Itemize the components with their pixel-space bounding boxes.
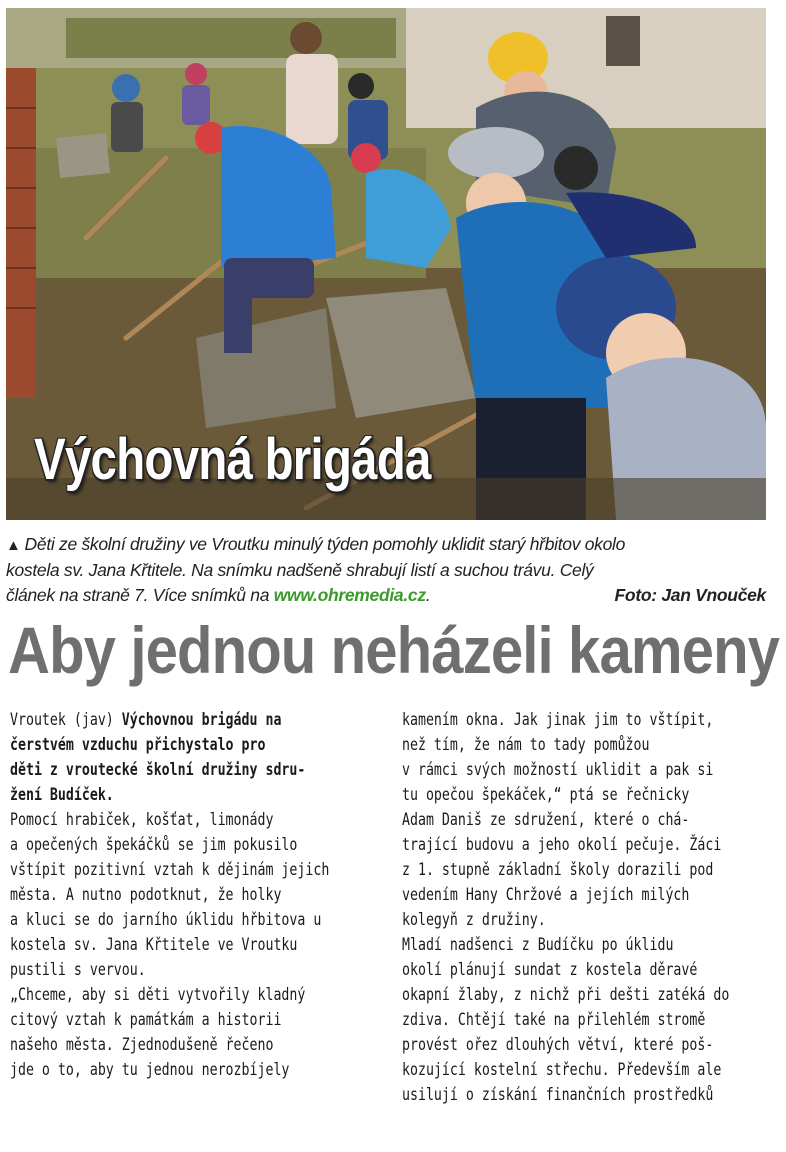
article-text: provést ořez dlouhých větví, které poš- <box>402 1035 714 1055</box>
article-line <box>402 983 774 1008</box>
article-text: a kluci se do jarního úklidu hřbitova u <box>10 910 322 930</box>
article-line <box>402 1033 774 1058</box>
caption-text: článek na straně 7. Více snímků na <box>6 585 274 605</box>
article-line <box>402 958 774 983</box>
article-line <box>10 958 382 983</box>
article-line <box>402 933 774 958</box>
article-line <box>10 808 382 833</box>
caption-line <box>6 532 770 558</box>
article-line <box>10 783 382 808</box>
article-text: kolegyň z družiny. <box>402 910 546 930</box>
article-text: kamením okna. Jak jinak jim to vštípit, <box>402 710 714 730</box>
article-text: usilují o získání finančních prostředků <box>402 1085 714 1105</box>
article-column-right <box>402 708 774 1108</box>
article-line <box>402 708 774 733</box>
article-text: Mladí nadšenci z Budíčku po úklidu <box>402 935 674 955</box>
photo-credit: Foto: Jan Vnouček <box>614 585 766 605</box>
article-lead-text: děti z vroutecké školní družiny sdru- <box>10 760 306 780</box>
caption-line: kostela sv. Jana Křtitele. Na snímku nadšeně shrabují listí a suchou trávu. Celý <box>6 560 594 580</box>
article-line <box>10 908 382 933</box>
article-line <box>402 758 774 783</box>
article-line <box>10 708 382 733</box>
article-line <box>10 1058 382 1083</box>
article-line <box>402 883 774 908</box>
article-line <box>10 833 382 858</box>
article-text: jde o to, aby tu jednou nerozbíjely <box>10 1060 290 1080</box>
article-column-left <box>10 708 382 1083</box>
article-line <box>402 783 774 808</box>
article-line <box>402 733 774 758</box>
photo-caption <box>6 532 770 608</box>
article-text: Pomocí hrabiček, košťat, limonády <box>10 810 274 830</box>
caption-text: Děti ze školní družiny ve Vroutku minulý týden pomohly uklidit starý hřbitov okolo <box>24 534 626 554</box>
article-text: než tím, že nám to tady pomůžou <box>402 735 650 755</box>
article-text: kostela sv. Jana Křtitele ve Vroutku <box>10 935 298 955</box>
article-line <box>402 1058 774 1083</box>
article-photo <box>6 8 766 520</box>
article-line <box>10 883 382 908</box>
article-text: města. A nutno podotknut, že holky <box>10 885 282 905</box>
article-line <box>10 758 382 783</box>
article-text: zdiva. Chtějí také na přilehlém stromě <box>402 1010 706 1030</box>
article-lead-text: Výchovnou brigádu na <box>121 710 282 730</box>
article-text: vedením Hany Chržové a jejích milých <box>402 885 690 905</box>
article-headline: Aby jednou neházeli kameny <box>8 613 780 687</box>
article-text: a opečených špekáčků se jim pokusilo <box>10 835 298 855</box>
article-text: okolí plánují sundat z kostela děravé <box>402 960 698 980</box>
article-line <box>10 1033 382 1058</box>
article-text: z 1. stupně základní školy dorazili pod <box>402 860 714 880</box>
article-lead-text: čerstvém vzduchu přichystalo pro <box>10 735 266 755</box>
article-text: trající budovu a jeho okolí pečuje. Žáci <box>402 835 722 855</box>
photo-title: Výchovná brigáda <box>34 427 431 492</box>
article-text: Vroutek (jav) <box>10 710 122 730</box>
article-line <box>10 933 382 958</box>
article-line <box>402 1083 774 1108</box>
article-text: kozující kostelní střechu. Především ale <box>402 1060 722 1080</box>
article-line <box>10 1008 382 1033</box>
article-text: „Chceme, aby si děti vytvořily kladný <box>10 985 306 1005</box>
article-text: tu opečou špekáček,“ ptá se řečnicky <box>402 785 690 805</box>
triangle-marker-icon: ▲ <box>6 537 21 554</box>
article-lead-text: žení Budíček. <box>10 785 114 805</box>
caption-line <box>6 583 770 608</box>
article-line <box>10 858 382 883</box>
article-line <box>402 833 774 858</box>
article-text: okapní žlaby, z nichž při dešti zatéká do <box>402 985 730 1005</box>
article-line <box>402 1008 774 1033</box>
article-text: vštípit pozitivní vztah k dějinám jejich <box>10 860 330 880</box>
article-text: Adam Daniš ze sdružení, které o chá- <box>402 810 690 830</box>
article-line <box>10 733 382 758</box>
article-text: pustili s vervou. <box>10 960 146 980</box>
article-text: v rámci svých možností uklidit a pak si <box>402 760 714 780</box>
article-line <box>402 808 774 833</box>
article-line <box>10 983 382 1008</box>
website-link[interactable]: www.ohremedia.cz <box>273 585 426 605</box>
caption-text: . <box>425 585 431 605</box>
article-line <box>402 858 774 883</box>
article-text: našeho města. Zjednodušeně řečeno <box>10 1035 274 1055</box>
article-line <box>402 908 774 933</box>
article-text: citový vztah k památkám a historii <box>10 1010 282 1030</box>
